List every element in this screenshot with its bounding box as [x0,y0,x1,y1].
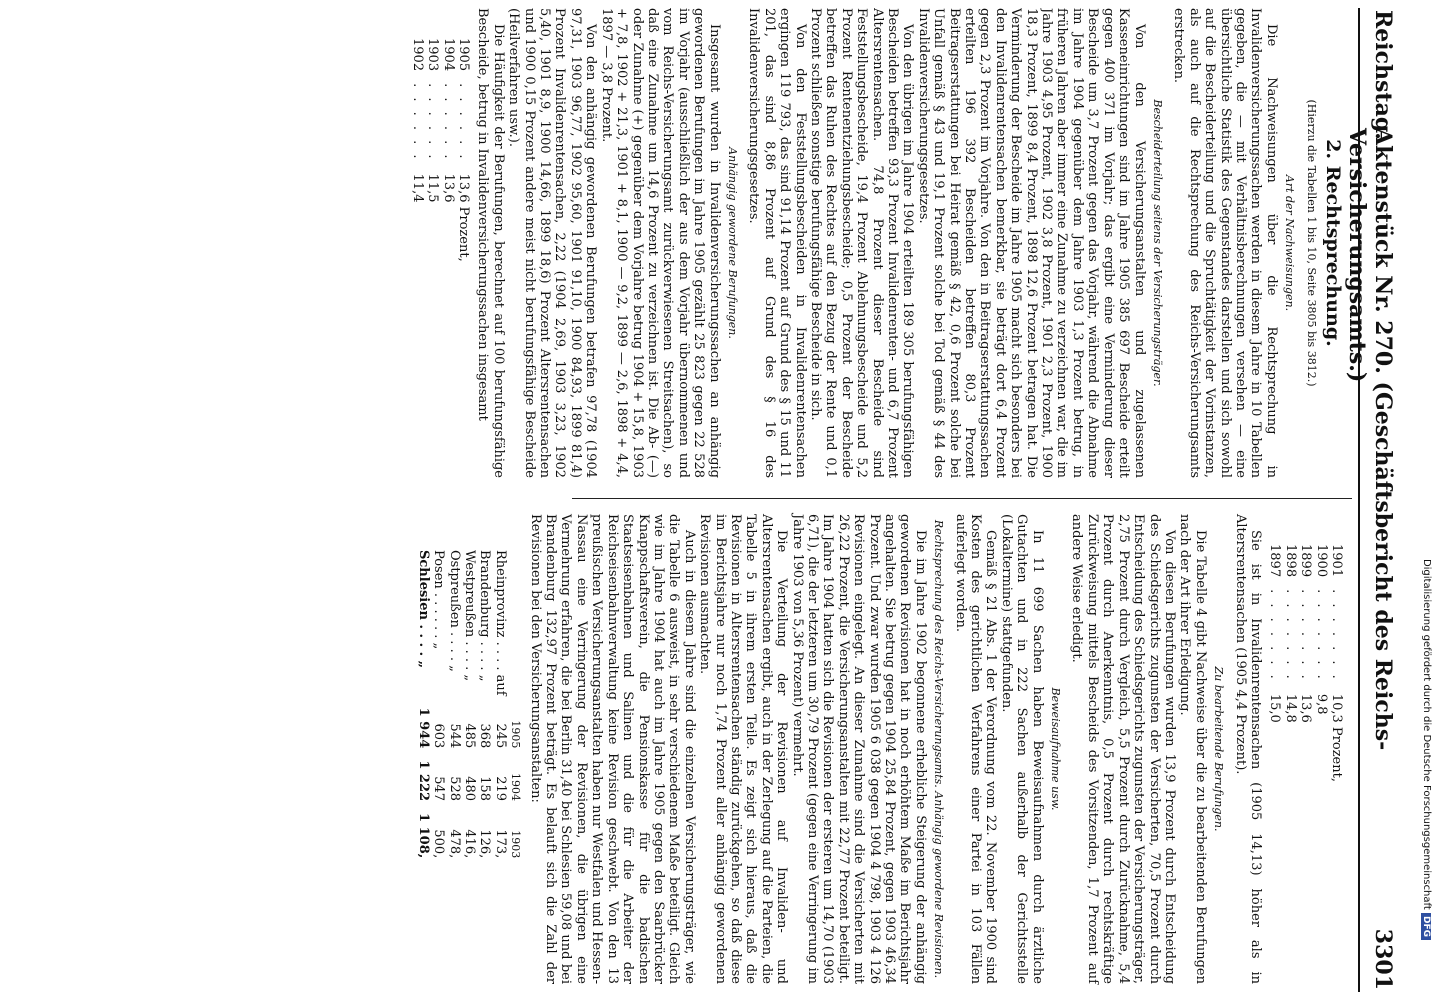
table-row [1298,538,1313,788]
cell-1904: 480 [462,776,478,802]
paragraph: Von den Feststellungsbescheiden in Invalidenrentensachen ergingen 119 793, das sind 91,14 Prozent auf Grund des § 15 und 11 201, das sind 8,86 Prozent auf Grund des § 16 des Invalidenversicherungsgesetzes. [746,8,808,478]
cell-1903: 416, [462,829,478,859]
cell-1903: 126, [477,829,493,859]
row-label: Westpreußen . . . . „ [462,550,478,682]
value-cell: 13,6 [440,173,456,203]
column-header [508,544,523,702]
value-cell: 13,6 Prozent, [456,173,472,262]
year-cell: 1905 [456,38,472,72]
right-column [415,514,1348,984]
dots: . . . . . . [440,83,456,162]
table-row [492,544,507,864]
paragraph: Von den Versicherungsanstalten und zugelassenen Kasseneinrichtungen sind im Jahre 1905 385 697 Bescheide erteilt gegen 400 371 im Vorjahr; das ergibt eine Verminderung dieser Bescheide um 3,7 Prozent gegen das Vorjahr, während die Abnahme im Jahre 1904 gegenüber dem Jahre 1903 1,3 Prozent betrug, in früheren Jahren aber immer eine Zunahme zu verzeichnen war, die im Jahre 1903 4,95 Prozent, 1902 3,8 Prozent, 1901 2,3 Prozent, 1900 18,3 Prozent, 1899 8,4 Prozent, 1898 12,6 Prozent betragen hat. Die Verminderung der Bescheide im Jahre 1905 macht sich besonders bei den Invalidenrentensachen bemerkbar, sie beträgt dort 6,4 Prozent gegen 2,3 Prozent im Vorjahre. Von den in Beitragserstattungssachen erteilten 196 392 Bescheiden betreffen 80,3 Prozent Beitragserstattungen bei Heirat gemäß § 42, 0,6 Prozent solche bei Unfall gemäß § 43 und 19,1 Prozent solche bei Tod gemäß § 44 des Invalidenversicherungsgesetzes. [915,8,1147,478]
year-cell: 1902 [409,38,425,72]
paragraph: Gemäß § 21 Abs. 1 der Verordnung vom 22. November 1900 sind Kosten des gerichtlichen Verfahrens einer Partei in 103 Fällen auferlegt worden. [952,514,999,984]
paragraph: Von den übrigen im Jahre 1904 erteilten 189 305 berufungsfähigen Bescheiden betreffen 93,3 Prozent Invalidenrenten- und 6,7 Prozent Altersrentensachen. 74,8 Prozent dieser Bescheide sind Feststellungsbescheide, 19,4 Prozent Ablehnungsbescheide und 5,2 Prozent Rentenentziehungsbescheide; 0,5 Prozent der Bescheide betreffen das Ruhen des Rechtes auf den Bezug der Rente und 0,1 Prozent schließen sonstige berufungsfähige Bescheide in sich. [808,8,916,478]
page-number: 3301 [1370,928,1396,990]
subheading: Beweisaufnahme usw. [1049,687,1063,811]
cell-1905: 368 [477,723,493,749]
table-row [462,544,477,864]
table-row [425,32,440,268]
subheading: Bescheiderteilung seitens der Versicherungsträger. [1150,99,1164,387]
cell-1905: 603 [431,723,447,749]
value-cell: 9,8 [1313,693,1329,715]
cell-1904: 528 [446,776,462,802]
value-cell: 13,6 [1298,693,1314,723]
digitization-credit [1412,60,1432,940]
table-row [431,544,446,864]
dots: . . . . . . [425,83,441,162]
cell-1905: 485 [462,723,478,749]
dfg-logo: DFG [1421,913,1431,940]
year-cell: 1901 [1329,544,1344,578]
dots: . . . . . . . [1313,589,1329,682]
cell-1904: 158 [477,776,493,802]
cell-1903: 500, [431,829,447,859]
table-row [477,544,492,864]
column-header: 1905 [509,720,523,749]
subheading: Zu bearbeitende Berufungen. [1212,666,1226,832]
dots: . . . . . . . [1329,589,1344,682]
revisions-table [415,544,523,864]
subheading: Rechtsprechung des Reichs-Versicherungsamts. Anhängig gewordene Revisionen. [932,519,946,979]
year-cell: 1897 [1267,544,1283,578]
rotated-page [60,8,1400,992]
cell-1904: 219 [492,776,508,802]
table-row [440,32,455,268]
year-cell: 1899 [1298,544,1314,578]
row-label: Brandenburg . . . . „ [477,550,493,682]
paragraph: In 11 699 Sachen haben Beweisaufnahmen durch ärztliche Gutachten und in 222 Sachen außerhalb der Gerichtsstelle (Lokaltermine) stattgefunden. [998,514,1045,984]
year-cell: 1903 [425,38,441,72]
column-divider [572,498,1352,499]
paragraph: Insgesamt wurden in Invalidenversicherungssachen an anhängig gewordenen Berufungen im Jahre 1905 gezählt 25 823 gegen 22 528 im Vorjahr (ausschließlich der aus dem Vorjahr übernommenen und vom Reichs-Versicherungsamt zurückverwiesenen Streitsachen), so daß eine Zunahme um 14,6 Prozent zu verzeichnen ist. Die Ab- (—) oder Zunahme (+) gegenüber dem Vorjahre betrug 1904 + 15,8, 1903 + 7,8, 1902 + 21,3, 1901 + 8,1, 1900 — 9,2, 1899 — 2,6, 1898 + 4,4, 1897 — 3,8 Prozent. [598,8,722,478]
dots: . . . . . . . [1267,589,1283,682]
header-title: Aktenstück Nr. 270. (Geschäftsbericht des Reichs-Versicherungsamts.) [1344,128,1396,751]
row-label: Ostpreußen . . . . „ [446,550,462,672]
paragraph: Die Nachweisungen über die Rechtsprechung in Invalidenversicherungssachen werden in diesem Jahre in 10 Tabellen gegeben, die — mit Verhältnisberechnungen versehen — eine übersichtliche Statistik des Gegenstandes darstellen und sich sowohl auf die Bescheiderteilung und die Spruchtätigkeit der Vorinstanzen, als auch auf die Rechtsprechung des Reichs-Versicherungsamts erstrecken. [1171,8,1279,478]
paragraph: Die Tabelle 4 gibt Nachweise über die zu bearbeitenden Berufungen nach der Art ihrer Erledigung. [1177,514,1208,984]
dots: . . . . . . . [1282,589,1298,682]
column-header: 1904 [509,773,523,802]
digitization-credit-text [1412,60,1432,940]
table-row [1313,538,1328,788]
row-label: Rheinprovinz . . . . auf [492,550,508,696]
paragraph: Von den anhängig gewordenen Berufungen betrafen 97,78 (1904 97,31, 1903 96,77, 1902 95,60, 1901 91,10, 1900 84,93, 1899 81,4) Prozent Invalidenrentensachen, 2,22 (1904 2,69, 1903 3,23, 1902 5,40, 1901 8,9, 1900 14,66, 1899 18,6) Prozent Altersrentensachen und 1900 0,15 Prozent andere meist nicht berufungsfähige Bescheide (Heilverfahren usw.). [506,8,599,478]
column-header: 1903 [509,830,523,859]
year-cell: 1904 [440,38,456,72]
paragraph: Die Verteilung der Revisionen auf Invaliden- und Altersrentensachen ergibt, auch in der Zerlegung auf die Parteien, die Tabelle 5 in ihrem ersten Teile. Es zeigt sich hieraus, daß die Revisionen in Altersrentensachen ständig zurückgehen, so daß diese im Berichtsjahre nur noch 1,74 Prozent aller anhängig gewordenen Revisionen ausmachten. [697,514,790,984]
paragraph: Die im Jahre 1902 begonnene erhebliche Steigerung der anhängig gewordenen Revisionen hat in noch erhöhtem Maße im Berichtsjahr angehalten. Sie betrug gegen 1904 25,84 Prozent, gegen 1903 46,34 Prozent. Und zwar wurden 1905 6 038 gegen 1904 4 798, 1903 4 126 Revisionen eingelegt. An dieser Zunahme sind die Versicherten mit 26,22 Prozent, die Versicherungsanstalten mit 22,77 Prozent beteiligt. Im Jahre 1904 hatten sich die Revisionen der ersteren um 14,70 (1903 6,71), die der letzteren um 30,79 Prozent (gegen eine Verringerung im Jahre 1903 von 5,36 Prozent) vermehrt. [789,514,928,984]
year-cell: 1898 [1282,544,1298,578]
section-note: (Hierzu die Tabellen 1 bis 10, Seite 3805 bis 3812.) [1304,99,1318,387]
table-row [446,544,461,864]
credit-text: Digitalisierung gefördert durch die Deutsche Forschungsgemeinschaft [1421,558,1432,910]
value-cell: 14,8 [1282,693,1298,723]
dots: . . . . . . [456,83,472,162]
cell-1904: 1 222 [415,760,431,802]
cell-1905: 544 [446,723,462,749]
subheading: Anhängig gewordene Berufungen. [725,147,739,339]
subheading: Art der Nachweisungen. [1283,174,1297,312]
cell-1905: 1 944 [415,707,431,749]
left-column [405,8,1348,478]
paragraph: Von diesen Berufungen wurden 13,9 Prozent durch Entscheidung des Schiedsgerichts zugunsten der Versicherten, 70,5 Prozent durch Entscheidung des Schiedsgerichts zugunsten der Versicherungsträger, 2,75 Prozent durch Vergleich, 5,5 Prozent durch Zurücknahme, 5,4 Prozent durch Anerkenntnis, 0,5 Prozent durch rechtskräftige Zurückweisung mittels Bescheids des Vorsitzenden, 1,7 Prozent auf andere Weise erledigt. [1069,514,1177,984]
year-table [409,32,471,268]
dots: . . . . . . [409,83,425,162]
cell-1903: 1 108, [415,813,431,859]
row-label: Schlesien . . . . „ [415,550,431,669]
value-cell: 11,4 [409,173,425,203]
value-cell: 10,3 Prozent, [1329,693,1344,782]
table-header-row [508,544,523,864]
section-title: 2. Rechtsprechung. [1322,139,1344,347]
paragraph: Auch in diesem Jahre sind die einzelnen Versicherungsträger, wie die Tabelle 6 ausweist, in sehr verschiedenem Maße beteiligt. Gleich wie im Jahre 1904 hat auch im Jahre 1905 gegen den Saarbrücker Knappschaftsverein, die Pensionskasse für die badischen Staatseisenbahnen und Salinen und die für die Arbeiter der Reichseisenbahnverwaltung keine Revision geschwebt. Von den 13 preußischen Versicherungsanstalten haben nur Westfalen und Hessen-Nassau eine Verringerung der Revisionen, die übrigen eine Vermehrung erfahren, die bei Berlin 31,40 bei Schlesien 59,08 und bei Brandenburg 132,97 Prozent beträgt. Es belauft sich die Zahl der Revisionen bei den Versicherungsanstalten: [527,514,697,984]
value-cell: 15,0 [1267,693,1283,723]
table-row [415,544,430,864]
table-row [456,32,471,268]
table-row [1267,538,1282,788]
value-cell: 11,5 [425,173,441,203]
cell-1903: 478, [446,829,462,859]
year-cell: 1900 [1313,544,1329,578]
cell-1903: 173, [492,829,508,859]
year-table [1267,538,1344,788]
page-header [1344,8,1400,992]
paragraph: Sie ist in Invalidenrentensachen (1905 14,13) höher als in Altersrentensachen (1905 4,4 Prozent). [1232,514,1263,984]
table-row [1329,538,1344,788]
header-left: Reichstag. [1370,10,1396,140]
row-label: Posen . . . . . . „ [431,550,447,650]
table-row [1282,538,1297,788]
cell-1904: 547 [431,776,447,802]
table-row [409,32,424,268]
paragraph: Die Häufigkeit der Berufungen, berechnet auf 100 berufungsfähige Bescheide, betrug in Invalidenversicherungssachen insgesamt [475,8,506,478]
dots: . . . . . . . [1298,589,1314,682]
cell-1905: 245 [492,723,508,749]
